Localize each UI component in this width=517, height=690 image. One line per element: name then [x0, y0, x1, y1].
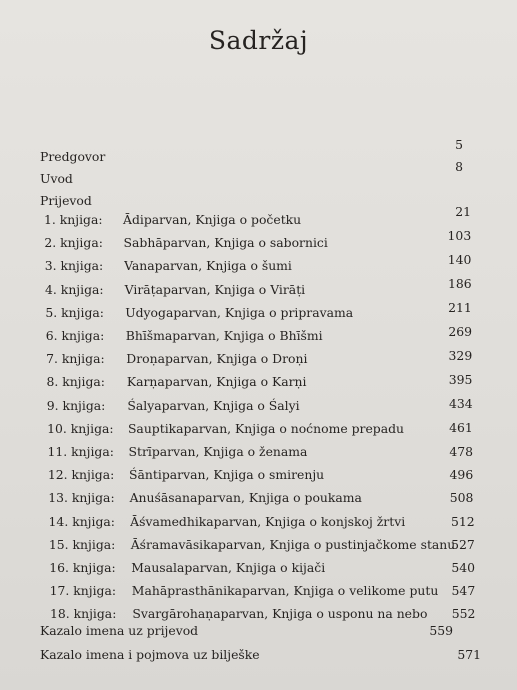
chapter-title: Sauptikaparvan, Knjiga o noćnome prepadu	[127, 420, 405, 436]
toc-page-kazalo-biljeske: 571	[457, 647, 481, 662]
chapter-number: 3. knjiga:	[44, 258, 104, 274]
chapter-title: Śāntiparvan, Knjiga o smirenju	[129, 467, 325, 483]
chapter-page-number: 269	[448, 324, 472, 339]
chapter-number: 4. knjiga:	[45, 281, 104, 297]
chapter-title: Mahāprasthānikaparvan, Knjiga o velikome putu	[131, 583, 439, 599]
chapter-number: 17. knjiga:	[49, 583, 117, 599]
toc-entry-predgovor: Predgovor	[40, 149, 106, 164]
chapter-title: Śalyaparvan, Knjiga o Śalyi	[127, 397, 300, 413]
chapter-page-number: 103	[447, 228, 472, 243]
chapter-title: Āśvamedhikaparvan, Knjiga o konjskoj žrtvi	[130, 513, 406, 529]
chapter-number: 5. knjiga:	[45, 304, 104, 320]
chapter-page-number: 21	[455, 204, 471, 219]
chapter-number: 14. knjiga:	[48, 513, 115, 529]
chapter-number: 6. knjiga:	[45, 328, 105, 343]
chapter-title: Virāṭaparvan, Knjiga o Virāṭi	[124, 281, 306, 297]
chapter-title: Bhīšmaparvan, Knjiga o Bhīšmi	[125, 328, 323, 343]
chapter-page-number: 434	[448, 396, 473, 411]
chapter-page-number: 329	[448, 348, 473, 363]
chapter-title: Anuśāsanaparvan, Knjiga o poukama	[129, 490, 362, 506]
toc-entry-prijevod: Prijevod	[40, 193, 92, 208]
toc-entry-kazalo-biljeske: Kazalo imena i pojmova uz bilješke	[40, 647, 260, 662]
toc-page-kazalo-prijevod: 559	[429, 623, 453, 638]
page-title: Sadržaj	[208, 26, 309, 55]
chapter-title: Sabhāparvan, Knjiga o sabornici	[123, 235, 328, 251]
chapter-page-number: 395	[448, 372, 473, 387]
chapter-number: 9. knjiga:	[46, 397, 106, 413]
chapter-title: Droṇaparvan, Knjiga o Droṇi	[126, 351, 308, 367]
chapter-number: 8. knjiga:	[46, 374, 105, 390]
chapter-number: 7. knjiga:	[46, 351, 105, 367]
chapter-number: 12. knjiga:	[47, 467, 115, 483]
chapter-number: 2. knjiga:	[44, 235, 103, 251]
chapter-title: Karṇaparvan, Knjiga o Karṇi	[126, 374, 307, 390]
chapter-title: Vanaparvan, Knjiga o šumi	[124, 258, 292, 274]
chapter-page-number: 186	[447, 276, 472, 291]
chapter-page-number: 508	[449, 490, 474, 506]
chapter-number: 15. knjiga:	[48, 536, 116, 552]
toc-page-predgovor: 5	[455, 137, 463, 152]
chapter-page-number: 496	[449, 467, 474, 483]
chapter-page-number: 547	[451, 583, 476, 599]
chapter-number: 13. knjiga:	[48, 490, 115, 506]
chapter-page-number: 552	[451, 606, 476, 622]
chapter-title: Mausalaparvan, Knjiga o kijači	[131, 560, 326, 575]
toc-entry-uvod: Uvod	[40, 171, 73, 186]
chapter-title: Strīparvan, Knjiga o ženama	[128, 444, 308, 459]
chapter-number: 11. knjiga:	[47, 444, 114, 459]
chapter-title: Svargārohaṇaparvan, Knjiga o usponu na nebo	[132, 606, 428, 622]
chapter-page-number: 211	[448, 300, 472, 315]
chapter-title: Udyogaparvan, Knjiga o pripravama	[125, 304, 354, 320]
chapter-page-number: 478	[449, 444, 473, 459]
chapter-number: 16. knjiga:	[49, 560, 116, 575]
toc-page-uvod: 8	[455, 159, 463, 174]
chapter-page-number: 527	[451, 536, 475, 552]
chapter-title: Ādiparvan, Knjiga o početku	[123, 212, 302, 227]
chapter-page-number: 512	[450, 513, 475, 529]
chapter-title: Āśramavāsikaparvan, Knjiga o pustinjačkome stanu	[130, 536, 456, 552]
chapter-number: 10. knjiga:	[47, 420, 114, 436]
toc-entry-kazalo-prijevod: Kazalo imena uz prijevod	[40, 623, 199, 638]
chapter-page-number: 461	[449, 420, 473, 435]
chapter-page-number: 140	[447, 252, 472, 267]
chapter-page-number: 540	[451, 560, 475, 575]
chapter-number: 1. knjiga:	[44, 212, 103, 227]
chapter-number: 18. knjiga:	[49, 606, 117, 622]
